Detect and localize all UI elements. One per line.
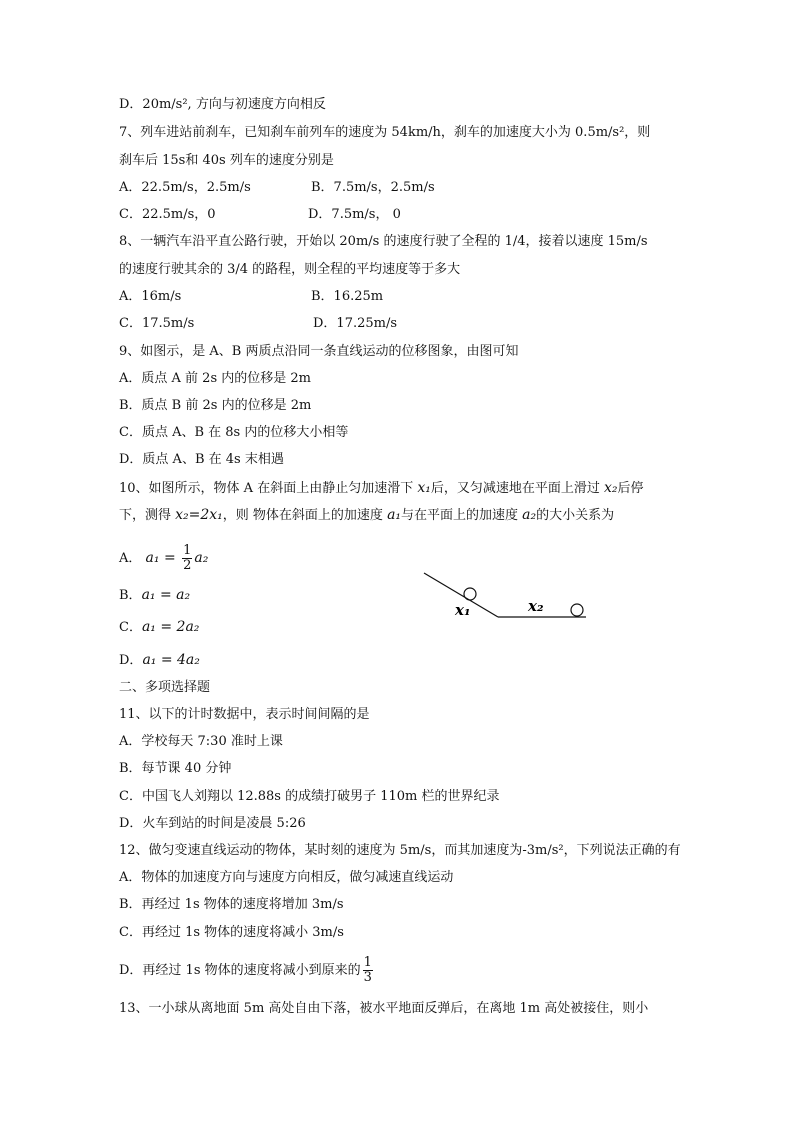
q12-option-c: C．再经过 1s 物体的速度将减小 3m/s [119,925,344,940]
q12-option-b: B．再经过 1s 物体的速度将增加 3m/s [119,897,344,912]
ball-on-ground [571,604,583,616]
q9-option-c: C．质点 A、B 在 8s 内的位移大小相等 [119,425,349,440]
q10-option-b: B．a₁ = a₂ [119,587,191,603]
label-x2: x₂ [528,597,544,615]
q11-option-a: A．学校每天 7:30 准时上课 [119,734,283,749]
q10-option-a: A． a₁ = $\frac{1}{2}$ a₂ [119,543,209,573]
q13-stem: 13、一小球从离地面 5m 高处自由下落，被水平地面反弹后，在离地 1m 高处被接住，则小 [119,1001,649,1016]
q8-stem-2: 的速度行驶其余的 3/4 的路程，则全程的平均速度等于多大 [119,262,461,277]
q8-option-c: C．17.5m/s [119,316,195,331]
fraction-one-third: $\frac{1}{3}$ [363,955,372,985]
q11-option-c: C．中国飞人刘翔以 12.88s 的成绩打破男子 110m 栏的世界纪录 [119,789,500,804]
q10-stem-1: 10、如图所示，物体 A 在斜面上由静止匀加速滑下 x₁后，又匀减速地在平面上滑过 x₂后停 [119,480,644,496]
q9-stem: 9、如图示，是 A、B 两质点沿同一条直线运动的位移图象，由图可知 [119,344,519,359]
q9-option-b: B．质点 B 前 2s 内的位移是 2m [119,398,312,413]
x1-symbol: x₁ [417,480,431,496]
q7-option-a: A．22.5m/s，2.5m/s [119,180,251,195]
a1-symbol: a₁ [387,507,402,523]
x2-symbol: x₂ [603,480,618,496]
q11-stem: 11、以下的计时数据中，表示时间间隔的是 [119,707,370,722]
q8-option-d: D．17.25m/s [313,316,398,331]
q12-option-a: A．物体的加速度方向与速度方向相反，做匀减速直线运动 [119,870,454,885]
q7-option-c: C．22.5m/s，0 [119,207,216,222]
q10-stem-2: 下，测得 x₂=2x₁，则 物体在斜面上的加速度 a₁与在平面上的加速度 a₂的大小关系为 [119,507,615,523]
a2-symbol: a₂ [522,507,537,523]
q10-option-d: D．a₁ = 4a₂ [119,652,200,668]
q7-stem-1: 7、列车进站前刹车，已知刹车前列车的速度为 54km/h，刹车的加速度大小为 0.5m/s²，则 [119,125,651,140]
q11-option-d: D．火车到站的时间是凌晨 5:26 [119,816,306,831]
ball-on-incline [464,588,476,600]
q12-stem: 12、做匀变速直线运动的物体，某时刻的速度为 5m/s，而其加速度为-3m/s²，下列说法正确的有 [119,843,681,858]
incline-diagram [420,565,590,625]
q8-stem-1: 8、一辆汽车沿平直公路行驶，开始以 20m/s 的速度行驶了全程的 1/4，接着以速度 15m/s [119,234,648,249]
q9-option-d: D．质点 A、B 在 4s 末相遇 [119,452,284,467]
q9-option-a: A．质点 A 前 2s 内的位移是 2m [119,371,311,386]
q7-option-d: D．7.5m/s， 0 [308,207,401,222]
q10-option-c: C．a₁ = 2a₂ [119,619,200,635]
q7-option-b: B．7.5m/s，2.5m/s [311,180,435,195]
q8-option-b: B．16.25m [311,289,384,304]
x2-equation: x₂=2x₁ [175,507,223,523]
label-x1: x₁ [455,601,471,619]
q6-option-d: D．20m/s², 方向与初速度方向相反 [119,97,326,112]
q12-option-d: D．再经过 1s 物体的速度将减小到原来的 $\frac{1}{3}$ [119,955,372,985]
q11-option-b: B．每节课 40 分钟 [119,761,232,776]
q7-stem-2: 刹车后 15s和 40s 列车的速度分别是 [119,153,334,168]
section-2-title: 二、多项选择题 [119,680,211,695]
fraction-one-half: $\frac{1}{2}$ [183,543,192,573]
q8-option-a: A．16m/s [119,289,182,304]
